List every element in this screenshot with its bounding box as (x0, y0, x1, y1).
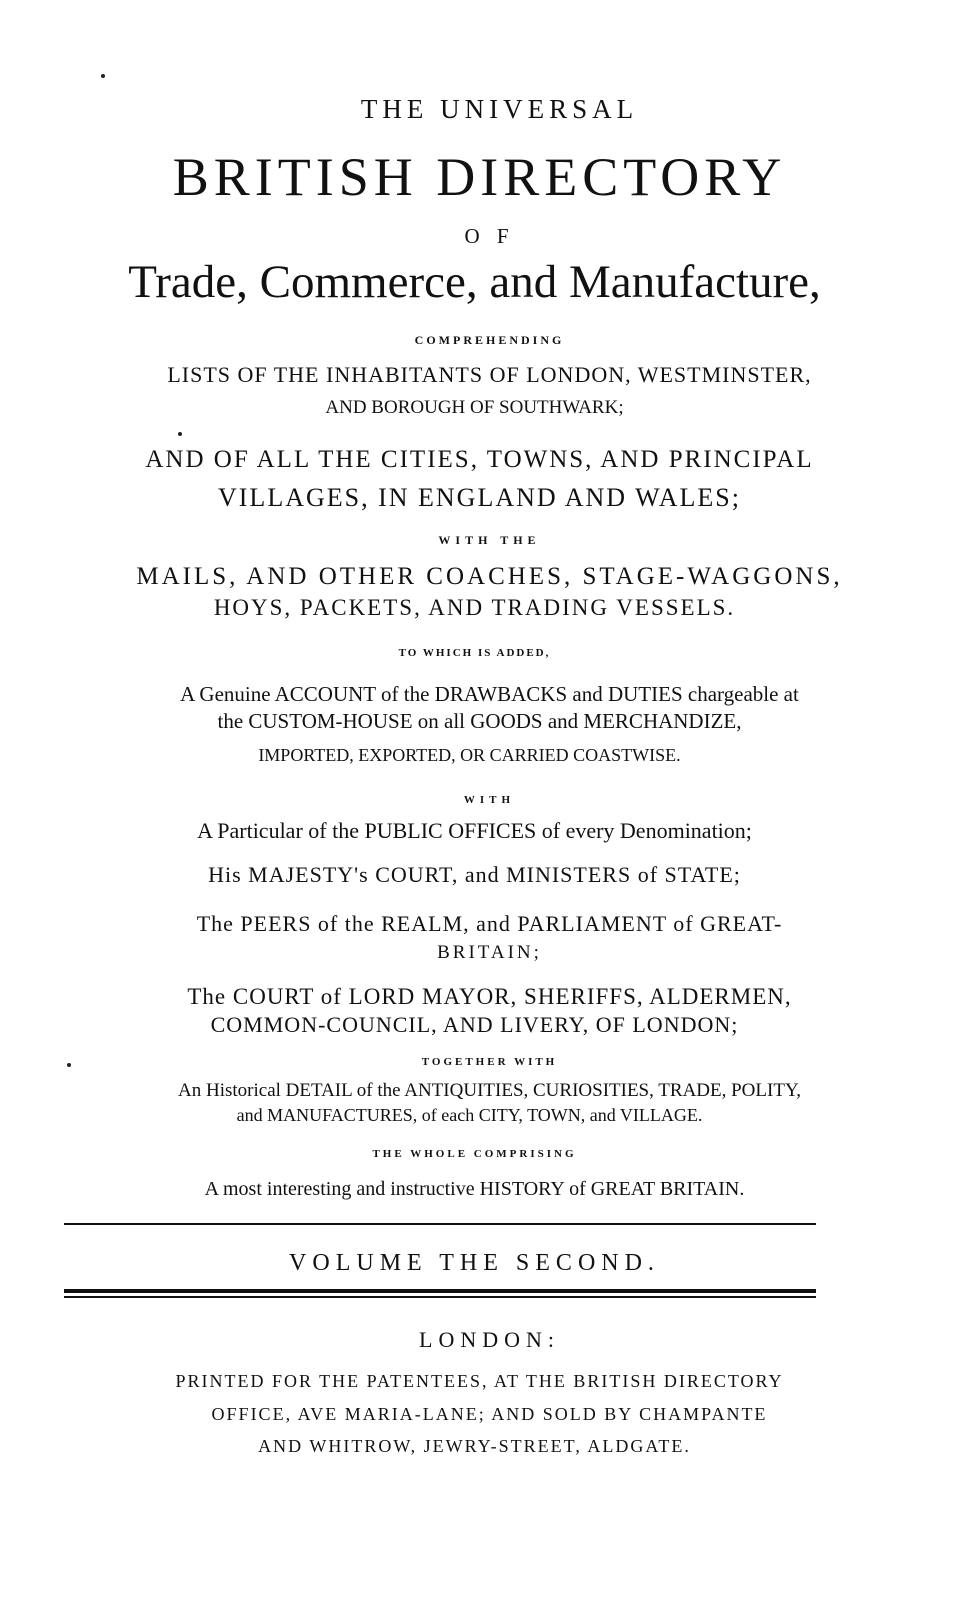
historical-detail-line-1: An Historical DETAIL of the ANTIQUITIES, CURIOSITIES, TRADE, POLITY, (178, 1080, 801, 1101)
whole-comprising-label: THE WHOLE COMPRISING (372, 1148, 577, 1160)
together-with-label: TOGETHER WITH (421, 1056, 558, 1068)
rule-bottom-thin (64, 1296, 816, 1298)
title-subject: Trade, Commerce, and Manufacture, (128, 256, 821, 308)
title-british-directory: BRITISH DIRECTORY (172, 147, 787, 207)
cities-line-1: AND OF ALL THE CITIES, TOWNS, AND PRINCIPAL (145, 446, 814, 473)
to-which-label: TO WHICH IS ADDED, (398, 647, 551, 659)
imprint-line-2: OFFICE, AVE MARIA-LANE; AND SOLD BY CHAMPANTE (211, 1404, 768, 1424)
majesty-court-line: His MAJESTY's COURT, and MINISTERS of STATE; (208, 862, 741, 887)
mails-line-2: HOYS, PACKETS, AND TRADING VESSELS. (213, 595, 736, 620)
imprint-line-1: PRINTED FOR THE PATENTEES, AT THE BRITISH DIRECTORY (175, 1371, 784, 1391)
with-label: WITH (463, 794, 516, 806)
comprehending-label: COMPREHENDING (414, 333, 565, 347)
account-line-1: A Genuine ACCOUNT of the DRAWBACKS and DUTIES chargeable at (180, 682, 799, 706)
imprint-city: LONDON: (419, 1327, 560, 1352)
with-the-label: WITH THE (438, 533, 541, 547)
public-offices-line: A Particular of the PUBLIC OFFICES of every Denomination; (197, 818, 752, 843)
lord-mayor-line-1: The COURT of LORD MAYOR, SHERIFFS, ALDERMEN, (187, 984, 792, 1009)
lists-line-1: LISTS OF THE INHABITANTS OF LONDON, WESTMINSTER, (167, 362, 812, 387)
rule-bottom-thick (64, 1289, 816, 1293)
title-universal: THE UNIVERSAL (360, 94, 639, 124)
peers-line-2: BRITAIN; (437, 942, 542, 963)
mails-line-1: MAILS, AND OTHER COACHES, STAGE-WAGGONS, (136, 563, 843, 590)
history-line: A most interesting and instructive HISTORY of GREAT BRITAIN. (204, 1178, 745, 1200)
cities-line-2: VILLAGES, IN ENGLAND AND WALES; (218, 483, 741, 512)
ink-speck (178, 432, 182, 436)
account-line-2: the CUSTOM-HOUSE on all GOODS and MERCHANDIZE, (217, 709, 742, 733)
imprint-line-3: AND WHITROW, JEWRY-STREET, ALDGATE. (258, 1436, 691, 1456)
peers-line-1: The PEERS of the REALM, and PARLIAMENT of GREAT- (196, 911, 783, 936)
lord-mayor-line-2: COMMON-COUNCIL, AND LIVERY, OF LONDON; (210, 1012, 739, 1037)
volume-heading: VOLUME THE SECOND. (289, 1250, 660, 1276)
lists-line-2: AND BOROUGH OF SOUTHWARK; (325, 397, 624, 418)
rule-top (64, 1223, 816, 1225)
historical-detail-line-2: and MANUFACTURES, of each CITY, TOWN, and VILLAGE. (236, 1105, 703, 1125)
ink-speck (101, 74, 105, 78)
title-of: O F (464, 224, 515, 248)
account-line-3: IMPORTED, EXPORTED, OR CARRIED COASTWISE. (258, 745, 681, 765)
